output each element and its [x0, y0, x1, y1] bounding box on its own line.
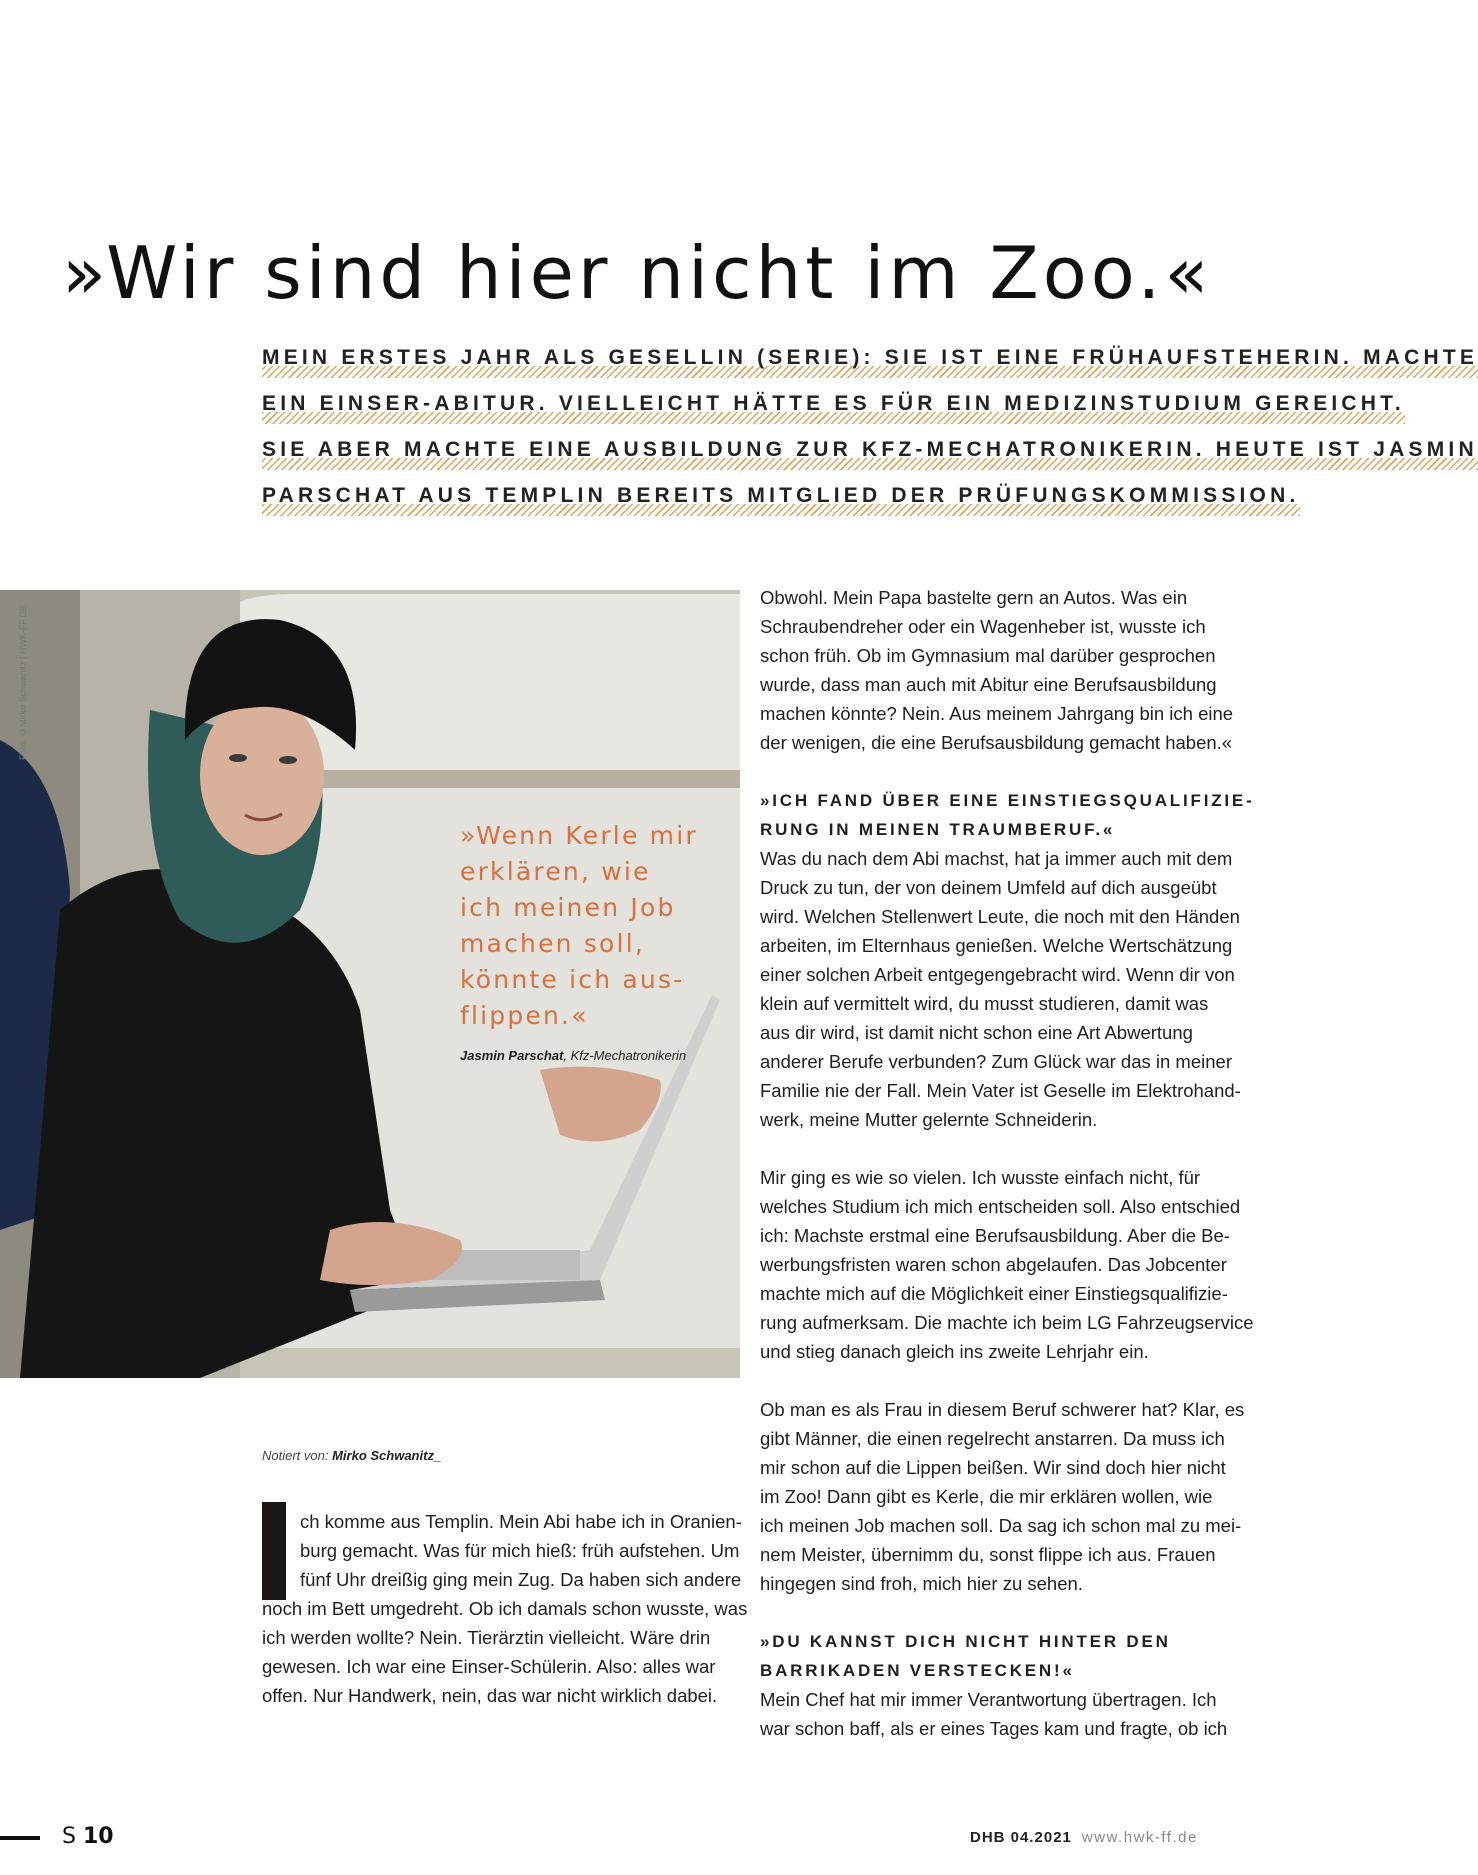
article-lead [262, 338, 1478, 522]
subheading-line: RUNG IN MEINEN TRAUMBERUF.« [760, 820, 1116, 839]
body-line: Mir ging es wie so vielen. Ich wusste einfach nicht, für [760, 1167, 1201, 1188]
body-line: der wenigen, die eine Berufsausbildung gemacht haben.« [760, 732, 1233, 753]
photo-credit: Foto: ©Mirko Schwanitz | HWK-FF.DE [18, 605, 28, 760]
byline [262, 1448, 441, 1463]
article-headline: »Wir sind hier nicht im Zoo.« [62, 231, 1213, 315]
body-column-left [262, 1507, 748, 1710]
body-line: noch im Bett umgedreht. Ob ich damals schon wusste, was [262, 1598, 748, 1619]
body-line: und stieg danach gleich ins zweite Lehrjahr ein. [760, 1341, 1149, 1362]
lead-line: EIN EINSER-ABITUR. VIELLEICHT HÄTTE ES FÜR EIN MEDIZINSTUDIUM GEREICHT. [262, 384, 1405, 430]
body-line: arbeiten, im Elternhaus genießen. Welche Wertschätzung [760, 935, 1233, 956]
body-line: Ob man es als Frau in diesem Beruf schwerer hat? Klar, es [760, 1399, 1245, 1420]
body-line: anderer Berufe verbunden? Zum Glück war das in meiner [760, 1051, 1232, 1072]
body-line: Druck zu tun, der von deinem Umfeld auf dich ausgeübt [760, 877, 1217, 898]
lead-line: MEIN ERSTES JAHR ALS GESELLIN (SERIE): SIE IST EINE FRÜHAUFSTEHERIN. MACHTE [262, 338, 1478, 384]
body-line: offen. Nur Handwerk, nein, das war nicht wirklich dabei. [262, 1685, 718, 1706]
body-line: wird. Welchen Stellenwert Leute, die noch mit den Händen [760, 906, 1240, 927]
body-line: einer solchen Arbeit entgegengebracht wird. Wenn dir von [760, 964, 1235, 985]
body-line: klein auf vermittelt wird, du musst studieren, damit was [760, 993, 1209, 1014]
body-line: wurde, dass man auch mit Abitur eine Berufsausbildung [760, 674, 1217, 695]
subheading-line: »DU KANNST DICH NICHT HINTER DEN [760, 1632, 1171, 1651]
body-line: Obwohl. Mein Papa bastelte gern an Autos. Was ein [760, 587, 1188, 608]
byline-author: Mirko Schwanitz_ [332, 1448, 442, 1463]
body-line: mir schon auf die Lippen beißen. Wir sind doch hier nicht [760, 1457, 1226, 1478]
pull-quote-attribution [460, 1048, 760, 1063]
footer-publication [970, 1829, 1198, 1846]
body-column-right [760, 583, 1255, 1743]
subheading-line: BARRIKADEN VERSTECKEN!« [760, 1661, 1075, 1680]
lead-line: SIE ABER MACHTE EINE AUSBILDUNG ZUR KFZ-MECHATRONIKERIN. HEUTE IST JASMIN [262, 430, 1478, 476]
body-line: Schraubendreher oder ein Wagenheber ist, wusste ich [760, 616, 1206, 637]
magazine-issue: DHB 04.2021 [970, 1829, 1072, 1846]
body-line: ich: Machste erstmal eine Berufsausbildung. Aber die Be- [760, 1225, 1230, 1246]
quote-author-role: , Kfz-Mechatronikerin [563, 1048, 687, 1063]
body-line: fünf Uhr dreißig ging mein Zug. Da haben sich andere [300, 1569, 742, 1590]
body-line: ich werden wollte? Nein. Tierärztin vielleicht. Wäre drin [262, 1627, 711, 1648]
body-line: welches Studium ich mich entscheiden soll. Also entschied [760, 1196, 1241, 1217]
body-line: hingegen sind froh, mich hier zu sehen. [760, 1573, 1083, 1594]
lead-line-row [262, 430, 1478, 476]
body-line: Was du nach dem Abi machst, hat ja immer auch mit dem [760, 848, 1233, 869]
body-line: Familie nie der Fall. Mein Vater ist Geselle im Elektrohand- [760, 1080, 1241, 1101]
body-line: nem Meister, übernimm du, sonst flippe ich aus. Frauen [760, 1544, 1216, 1565]
pull-quote: »Wenn Kerle mir erklären, wie ich meinen Job machen soll, könnte ich aus- flippen.« [460, 821, 698, 1030]
lead-line-row [262, 338, 1478, 384]
body-line: rung aufmerksam. Die machte ich beim LG Fahrzeugservice [760, 1312, 1254, 1333]
body-line: gibt Männer, die einen regelrecht anstarren. Da muss ich [760, 1428, 1225, 1449]
page-number [62, 1824, 114, 1849]
body-line: werk, meine Mutter gelernte Schneiderin. [760, 1109, 1098, 1130]
website-link[interactable]: www.hwk-ff.de [1081, 1829, 1198, 1846]
body-line: machte mich auf die Möglichkeit einer Einstiegsqualifizie- [760, 1283, 1228, 1304]
byline-label: Notiert von: [262, 1448, 333, 1463]
lead-line-row [262, 384, 1405, 430]
body-line: Mein Chef hat mir immer Verantwortung übertragen. Ich [760, 1689, 1217, 1710]
body-line: schon früh. Ob im Gymnasium mal darüber gesprochen [760, 645, 1216, 666]
body-line: werbungsfristen waren schon abgelaufen. Das Jobcenter [760, 1254, 1227, 1275]
body-line: ch komme aus Templin. Mein Abi habe ich in Oranien- [300, 1511, 742, 1532]
page-number-value: 10 [82, 1824, 114, 1849]
body-line: burg gemacht. Was für mich hieß: früh aufstehen. Um [300, 1540, 740, 1561]
paragraph-gap [760, 757, 1240, 786]
lead-line-row [262, 476, 1300, 522]
body-line: gewesen. Ich war eine Einser-Schülerin. Also: alles war [262, 1656, 716, 1677]
body-line: machen könnte? Nein. Aus meinem Jahrgang bin ich eine [760, 703, 1234, 724]
paragraph-gap [760, 1598, 1240, 1627]
subheading-line: »ICH FAND ÜBER EINE EINSTIEGSQUALIFIZIE- [760, 791, 1255, 810]
body-line: im Zoo! Dann gibt es Kerle, die mir erklären wollen, wie [760, 1486, 1213, 1507]
body-line: war schon baff, als er eines Tages kam und fragte, ob ich [760, 1718, 1228, 1739]
lead-line: PARSCHAT AUS TEMPLIN BEREITS MITGLIED DER PRÜFUNGSKOMMISSION. [262, 476, 1300, 522]
paragraph-gap [760, 1366, 1240, 1395]
body-line: ich meinen Job machen soll. Da sag ich schon mal zu mei- [760, 1515, 1242, 1536]
paragraph-gap [760, 1134, 1240, 1163]
quote-author-name: Jasmin Parschat [460, 1048, 564, 1063]
page-prefix: S [62, 1824, 83, 1849]
footer-rule [0, 1836, 40, 1840]
body-line: aus dir wird, ist damit nicht schon eine Art Abwertung [760, 1022, 1193, 1043]
